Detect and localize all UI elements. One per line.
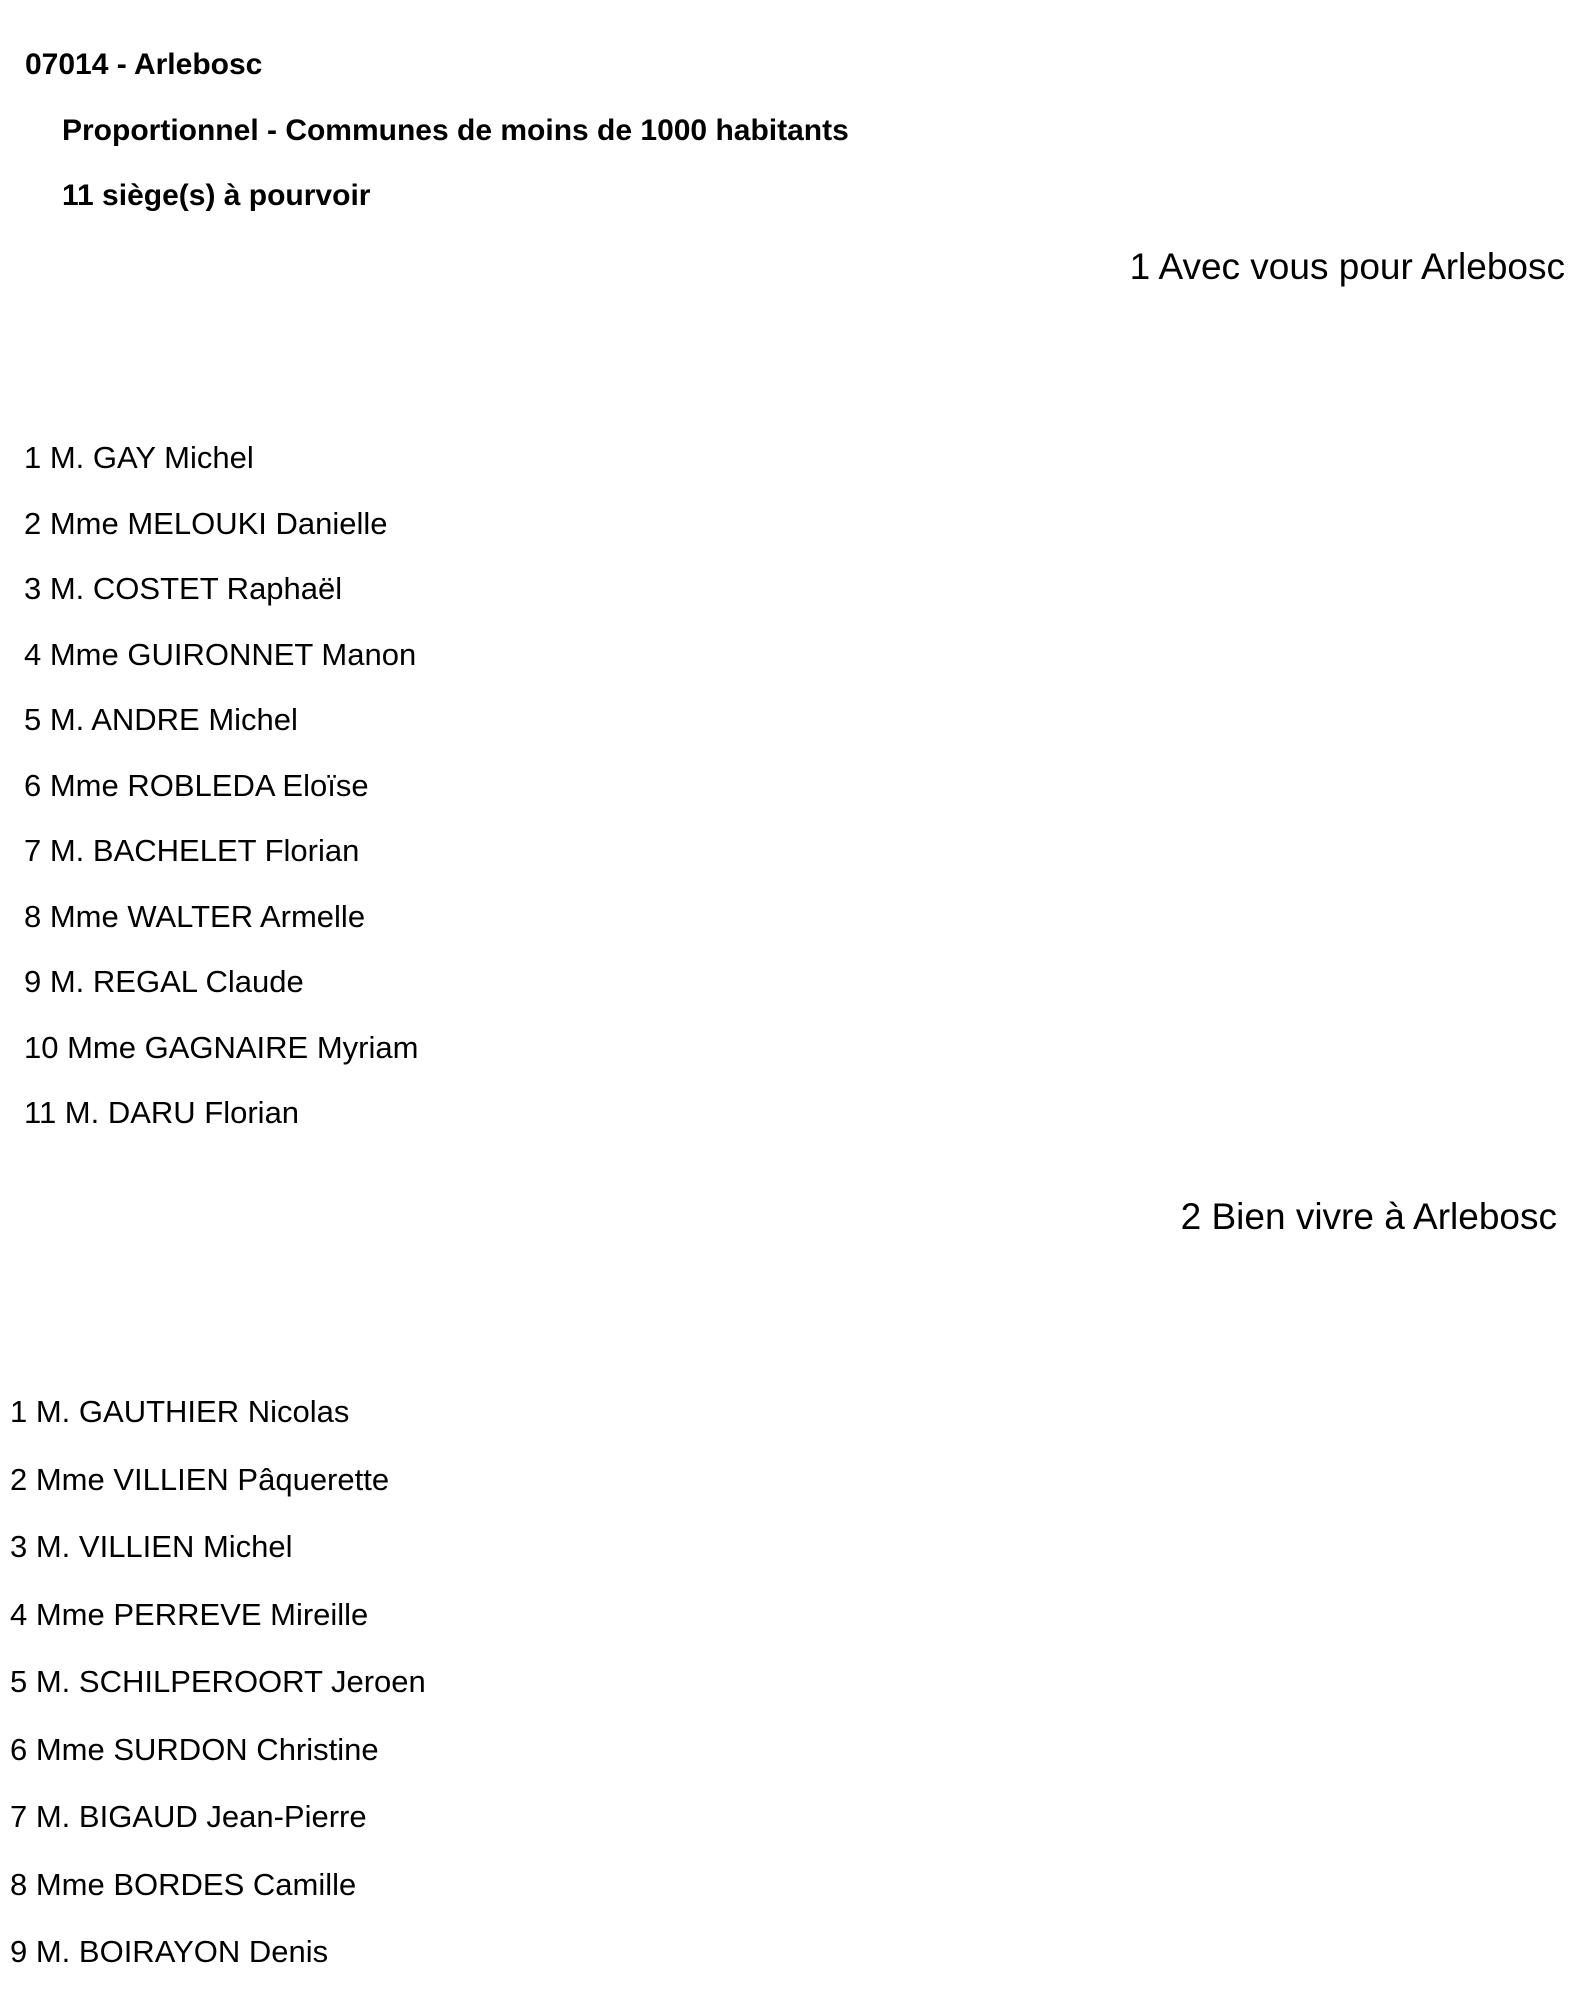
candidate-row: 8 Mme BORDES Camille: [10, 1866, 357, 1902]
candidate-row: 2 Mme MELOUKI Danielle: [24, 505, 388, 541]
candidate-row: 3 M. COSTET Raphaël: [24, 571, 343, 606]
list-title: 2 Bien vivre à Arlebosc: [1180, 1196, 1557, 1237]
seats-count: 11 siège(s) à pourvoir: [62, 179, 371, 212]
candidate-list: [24, 438, 418, 1159]
candidate-row: 1 M. GAY Michel: [24, 440, 254, 475]
candidate-row: 3 M. VILLIEN Michel: [10, 1529, 293, 1564]
scrutin-type: Proportionnel - Communes de moins de 1000 habitants: [62, 114, 849, 147]
candidate-row: 4 Mme PERREVE Mireille: [10, 1596, 369, 1632]
candidate-row: 10 Mme GAGNAIRE Myriam: [24, 1029, 419, 1065]
candidate-row: 7 M. BIGAUD Jean-Pierre: [10, 1799, 367, 1834]
candidate-row: 9 M. REGAL Claude: [24, 964, 304, 999]
candidate-row: 11 M. DARU Florian: [24, 1095, 300, 1130]
candidate-row: 5 M. SCHILPEROORT Jeroen: [10, 1664, 426, 1699]
candidate-list: [10, 1392, 426, 2000]
candidate-row: 8 Mme WALTER Armelle: [24, 898, 366, 934]
candidate-row: 4 Mme GUIRONNET Manon: [24, 636, 417, 672]
candidate-row: 6 Mme SURDON Christine: [10, 1731, 379, 1767]
candidate-row: 7 M. BACHELET Florian: [24, 833, 360, 868]
commune-heading: 07014 - Arlebosc: [25, 48, 263, 81]
list-title: 1 Avec vous pour Arlebosc: [1129, 246, 1565, 287]
candidate-row: 5 M. ANDRE Michel: [24, 702, 298, 737]
candidate-row: 2 Mme VILLIEN Pâquerette: [10, 1461, 390, 1497]
candidate-row: 9 M. BOIRAYON Denis: [10, 1934, 329, 1969]
candidate-row: 1 M. GAUTHIER Nicolas: [10, 1394, 350, 1429]
candidate-row: 6 Mme ROBLEDA Eloïse: [24, 767, 369, 803]
